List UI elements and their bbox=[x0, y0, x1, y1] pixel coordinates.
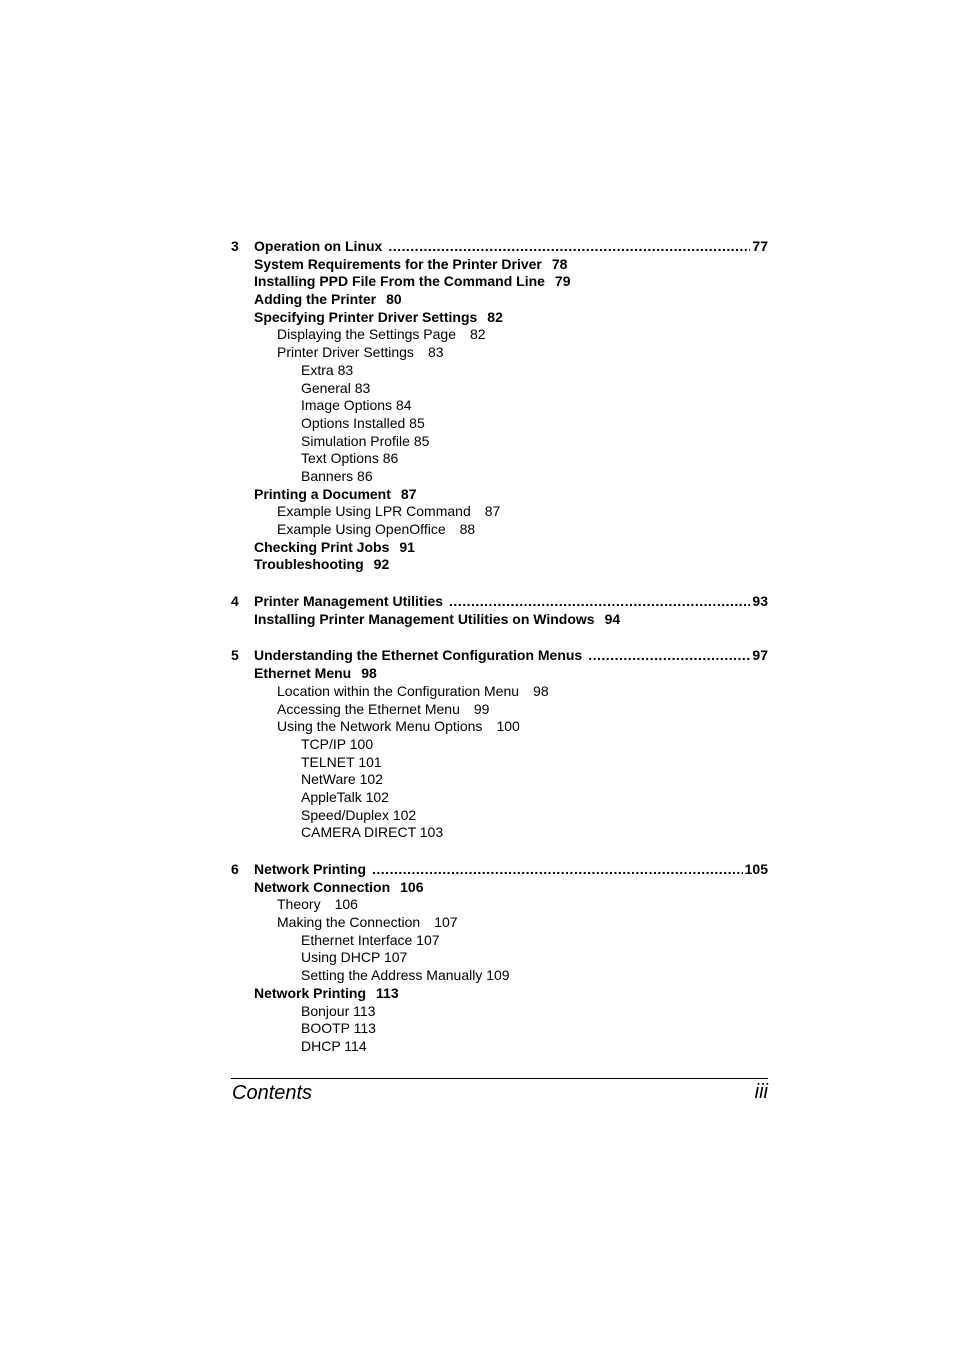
toc-entry-level-3[interactable] bbox=[231, 397, 768, 415]
toc-entry-level-1[interactable] bbox=[231, 611, 768, 629]
chapter-title: Printer Management Utilities bbox=[254, 593, 444, 610]
toc-entry-level-1[interactable] bbox=[231, 665, 768, 683]
entry-title: Making the Connection bbox=[277, 914, 421, 931]
toc-entry-level-3[interactable] bbox=[231, 949, 768, 967]
toc-entry-level-2[interactable] bbox=[231, 344, 768, 362]
entry-page-number: 82 bbox=[487, 308, 503, 325]
toc-entry-level-1[interactable] bbox=[231, 879, 768, 897]
entry-page-number: 98 bbox=[533, 682, 549, 699]
entry-title: Network Connection bbox=[254, 878, 391, 895]
entry-title: Displaying the Settings Page bbox=[277, 326, 456, 343]
chapter-spacer bbox=[231, 842, 768, 861]
toc-entry-level-1[interactable] bbox=[231, 291, 768, 309]
entry-title: Example Using LPR Command bbox=[277, 503, 471, 520]
entry-title: Speed/Duplex 102 bbox=[301, 806, 417, 823]
entry-title: Ethernet Menu bbox=[254, 665, 352, 682]
toc-entry-level-1[interactable] bbox=[231, 256, 768, 274]
entry-title: Installing Printer Management Utilities on Windows bbox=[254, 610, 595, 627]
entry-title: Extra 83 bbox=[301, 361, 354, 378]
table-of-contents bbox=[231, 238, 768, 1056]
entry-title: AppleTalk 102 bbox=[301, 788, 389, 805]
entry-page-number: 88 bbox=[459, 521, 476, 537]
entry-title: Adding the Printer bbox=[254, 291, 377, 308]
entry-page-number: 99 bbox=[473, 700, 490, 717]
chapter-spacer bbox=[231, 628, 768, 647]
dot-leader bbox=[449, 593, 750, 611]
entry-title: TCP/IP 100 bbox=[301, 735, 374, 752]
chapter-page-number: 93 bbox=[752, 593, 768, 610]
entry-title: Using the Network Menu Options bbox=[277, 718, 483, 735]
entry-page-number: 107 bbox=[434, 914, 458, 931]
dot-leader bbox=[588, 647, 750, 665]
entry-page-number: 113 bbox=[376, 984, 399, 1001]
toc-entry-level-3[interactable] bbox=[231, 433, 768, 451]
entry-title: DHCP 114 bbox=[301, 1037, 367, 1054]
entry-title: Specifying Printer Driver Settings bbox=[254, 308, 478, 325]
toc-entry-level-3[interactable] bbox=[231, 754, 768, 772]
entry-title: Banners 86 bbox=[301, 467, 373, 484]
toc-entry-level-3[interactable] bbox=[231, 824, 768, 842]
entry-page-number: 106 bbox=[334, 896, 358, 913]
entry-title: CAMERA DIRECT 103 bbox=[301, 824, 444, 841]
entry-page-number: 91 bbox=[399, 538, 415, 555]
footer-divider bbox=[231, 1078, 768, 1079]
toc-entry-level-3[interactable] bbox=[231, 362, 768, 380]
toc-entry-level-2[interactable] bbox=[231, 683, 768, 701]
toc-entry-level-2[interactable] bbox=[231, 701, 768, 719]
toc-entry-level-3[interactable] bbox=[231, 468, 768, 486]
toc-entry-level-3[interactable] bbox=[231, 771, 768, 789]
toc-chapter[interactable] bbox=[231, 647, 768, 665]
entry-title: Troubleshooting bbox=[254, 556, 364, 573]
entry-title: Printer Driver Settings bbox=[277, 344, 414, 361]
entry-title: Theory bbox=[277, 896, 321, 913]
toc-entry-level-3[interactable] bbox=[231, 807, 768, 825]
entry-title: Image Options 84 bbox=[301, 397, 412, 414]
entry-title: BOOTP 113 bbox=[301, 1020, 376, 1037]
chapter-number: 6 bbox=[231, 861, 239, 877]
toc-entry-level-1[interactable] bbox=[231, 309, 768, 327]
entry-title: Accessing the Ethernet Menu bbox=[277, 700, 460, 717]
chapter-page-number: 105 bbox=[744, 861, 768, 877]
entry-page-number: 78 bbox=[551, 255, 568, 272]
footer-section-title: Contents bbox=[232, 1082, 313, 1104]
entry-page-number: 100 bbox=[496, 718, 520, 735]
entry-title: Installing PPD File From the Command Line bbox=[254, 273, 545, 290]
entry-page-number: 83 bbox=[427, 344, 444, 361]
entry-title: Bonjour 113 bbox=[301, 1002, 376, 1019]
chapter-title: Understanding the Ethernet Configuration Menus bbox=[254, 647, 583, 664]
entry-page-number: 98 bbox=[361, 665, 377, 682]
toc-chapter[interactable] bbox=[231, 238, 768, 256]
entry-title: System Requirements for the Printer Driver bbox=[254, 255, 542, 272]
entry-title: Text Options 86 bbox=[301, 450, 399, 467]
entry-title: Setting the Address Manually 109 bbox=[301, 967, 510, 984]
toc-entry-level-3[interactable] bbox=[231, 967, 768, 985]
entry-title: Ethernet Interface 107 bbox=[301, 931, 440, 948]
toc-entry-level-1[interactable] bbox=[231, 985, 768, 1003]
footer-page-number: iii bbox=[754, 1081, 768, 1103]
chapter-spacer bbox=[231, 574, 768, 593]
entry-title: Printing a Document bbox=[254, 485, 391, 502]
entry-page-number: 82 bbox=[470, 326, 486, 343]
entry-page-number: 87 bbox=[400, 485, 417, 502]
toc-entry-level-2[interactable] bbox=[231, 914, 768, 932]
toc-entry-level-3[interactable] bbox=[231, 450, 768, 468]
toc-entry-level-3[interactable] bbox=[231, 1020, 768, 1038]
toc-entry-level-3[interactable] bbox=[231, 1038, 768, 1056]
entry-title: Example Using OpenOffice bbox=[277, 521, 446, 537]
entry-page-number: 87 bbox=[484, 503, 501, 520]
chapter-title: Network Printing bbox=[254, 861, 367, 877]
chapter-title: Operation on Linux bbox=[254, 238, 383, 254]
toc-entry-level-3[interactable] bbox=[231, 415, 768, 433]
entry-page-number: 80 bbox=[386, 291, 402, 308]
entry-page-number: 79 bbox=[554, 273, 571, 290]
toc-entry-level-2[interactable] bbox=[231, 326, 768, 344]
toc-entry-level-3[interactable] bbox=[231, 1003, 768, 1021]
entry-title: Network Printing bbox=[254, 984, 367, 1001]
toc-entry-level-2[interactable] bbox=[231, 521, 768, 539]
entry-title: Options Installed 85 bbox=[301, 414, 425, 431]
dot-leader bbox=[372, 861, 743, 879]
toc-entry-level-1[interactable] bbox=[231, 556, 768, 574]
chapter-page-number: 77 bbox=[752, 238, 768, 254]
entry-title: TELNET 101 bbox=[301, 753, 382, 770]
toc-entry-level-1[interactable] bbox=[231, 486, 768, 504]
chapter-number: 3 bbox=[231, 238, 239, 254]
entry-title: Location within the Configuration Menu bbox=[277, 682, 520, 699]
toc-entry-level-1[interactable] bbox=[231, 273, 768, 291]
toc-chapter[interactable] bbox=[231, 593, 768, 611]
chapter-number: 5 bbox=[231, 647, 239, 664]
entry-title: Using DHCP 107 bbox=[301, 949, 408, 966]
toc-entry-level-3[interactable] bbox=[231, 736, 768, 754]
entry-page-number: 92 bbox=[373, 556, 390, 573]
toc-entry-level-3[interactable] bbox=[231, 380, 768, 398]
toc-entry-level-3[interactable] bbox=[231, 789, 768, 807]
toc-entry-level-2[interactable] bbox=[231, 896, 768, 914]
entry-page-number: 106 bbox=[400, 878, 424, 895]
entry-page-number: 94 bbox=[604, 610, 621, 627]
toc-entry-level-3[interactable] bbox=[231, 932, 768, 950]
chapter-number: 4 bbox=[231, 593, 239, 610]
entry-title: General 83 bbox=[301, 379, 371, 396]
toc-entry-level-1[interactable] bbox=[231, 539, 768, 557]
toc-chapter[interactable] bbox=[231, 861, 768, 879]
dot-leader bbox=[388, 238, 750, 256]
entry-title: Simulation Profile 85 bbox=[301, 432, 430, 449]
toc-entry-level-2[interactable] bbox=[231, 503, 768, 521]
entry-title: NetWare 102 bbox=[301, 771, 383, 788]
chapter-page-number: 97 bbox=[752, 647, 768, 664]
toc-entry-level-2[interactable] bbox=[231, 718, 768, 736]
entry-title: Checking Print Jobs bbox=[254, 538, 390, 555]
